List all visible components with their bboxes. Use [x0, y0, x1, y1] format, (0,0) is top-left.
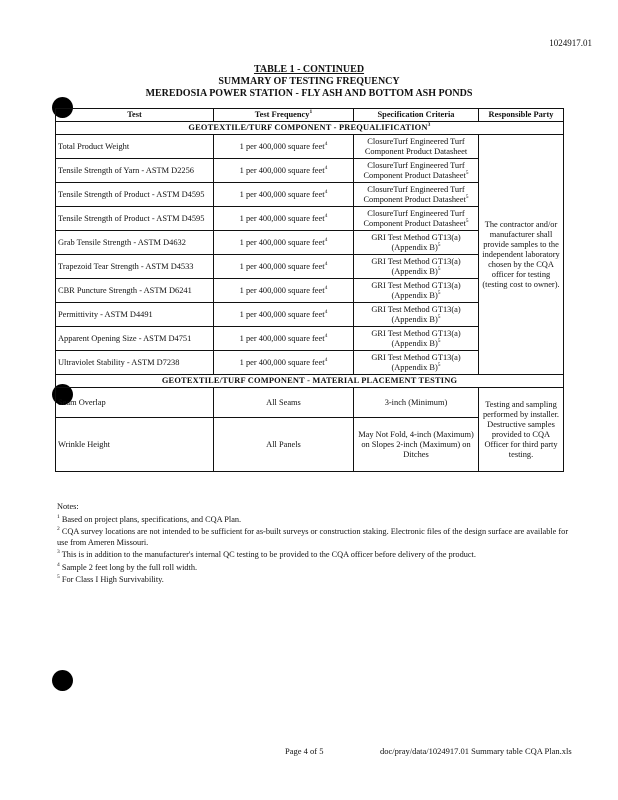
- frequency-cell: 1 per 400,000 square feet$^4$: [214, 327, 354, 351]
- criteria-cell: ClosureTurf Engineered Turf Component Product Datasheet$^5$: [354, 183, 479, 207]
- test-cell: Grab Tensile Strength - ASTM D4632: [56, 231, 214, 255]
- test-cell: Wrinkle Height: [56, 418, 214, 472]
- file-path: doc/pray/data/1024917.01 Summary table CQA Plan.xls: [380, 746, 572, 756]
- section-prequalification: GEOTEXTILE/TURF COMPONENT - PREQUALIFICATION$^3$: [56, 122, 564, 135]
- test-cell: Permittivity - ASTM D4491: [56, 303, 214, 327]
- frequency-cell: 1 per 400,000 square feet$^4$: [214, 279, 354, 303]
- test-cell: Ultraviolet Stability - ASTM D7238: [56, 351, 214, 375]
- notes-label: Notes:: [57, 502, 79, 511]
- frequency-cell: 1 per 400,000 square feet$^4$: [214, 351, 354, 375]
- criteria-cell: GRI Test Method GT13(a) (Appendix B)$^5$: [354, 279, 479, 303]
- note-item: $^2$ CQA survey locations are not intended to be sufficient for as-built surveys or construction staking. Electronic files of the design surface are available for use from Ameren Missouri.: [57, 526, 569, 547]
- responsible-party-cell: The contractor and/or manufacturer shall provide samples to the independent laboratory chosen by the CQA officer for testing (testing cost to owner).: [479, 135, 564, 375]
- criteria-cell: GRI Test Method GT13(a) (Appendix B)$^5$: [354, 231, 479, 255]
- test-cell: Tensile Strength of Product - ASTM D4595: [56, 183, 214, 207]
- punch-hole-3: [52, 670, 73, 691]
- table-site: MEREDOSIA POWER STATION - FLY ASH AND BOTTOM ASH PONDS: [145, 88, 473, 99]
- table-row: [56, 388, 564, 418]
- criteria-cell: ClosureTurf Engineered Turf Component Product Datasheet$^5$: [354, 207, 479, 231]
- table-subtitle: SUMMARY OF TESTING FREQUENCY: [218, 76, 400, 87]
- frequency-cell: 1 per 400,000 square feet$^4$: [214, 303, 354, 327]
- criteria-cell: 3-inch (Minimum): [354, 388, 479, 418]
- note-item: $^5$ For Class I High Survivability.: [57, 574, 164, 584]
- frequency-cell: 1 per 400,000 square feet$^4$: [214, 231, 354, 255]
- test-cell: Apparent Opening Size - ASTM D4751: [56, 327, 214, 351]
- criteria-cell: ClosureTurf Engineered Turf Component Product Datasheet: [354, 135, 479, 159]
- frequency-cell: All Panels: [214, 418, 354, 472]
- section-header-row: [56, 375, 564, 388]
- criteria-cell: May Not Fold, 4-inch (Maximum) on Slopes 2-inch (Maximum) on Ditches: [354, 418, 479, 472]
- frequency-cell: 1 per 400,000 square feet$^4$: [214, 183, 354, 207]
- criteria-cell: GRI Test Method GT13(a) (Appendix B)$^5$: [354, 303, 479, 327]
- frequency-cell: All Seams: [214, 388, 354, 418]
- test-cell: Tensile Strength of Yarn - ASTM D2256: [56, 159, 214, 183]
- test-cell: Seam Overlap: [56, 388, 214, 418]
- header-test: Test: [56, 109, 214, 122]
- page-number: Page 4 of 5: [285, 746, 324, 756]
- table-title-block: [0, 64, 618, 100]
- criteria-cell: GRI Test Method GT13(a) (Appendix B)$^5$: [354, 255, 479, 279]
- header-frequency: Test Frequency$^1$: [214, 109, 354, 122]
- criteria-cell: GRI Test Method GT13(a) (Appendix B)$^5$: [354, 327, 479, 351]
- testing-frequency-table: [55, 108, 564, 472]
- frequency-cell: 1 per 400,000 square feet$^4$: [214, 255, 354, 279]
- table-row: [56, 135, 564, 159]
- note-item: $^4$ Sample 2 feet long by the full roll width.: [57, 561, 198, 572]
- header-row: [56, 109, 564, 122]
- note-item: $^1$ Based on project plans, specifications, and CQA Plan.: [57, 513, 242, 524]
- frequency-cell: 1 per 400,000 square feet$^4$: [214, 207, 354, 231]
- header-party: Responsible Party: [479, 109, 564, 122]
- test-cell: CBR Puncture Strength - ASTM D6241: [56, 279, 214, 303]
- frequency-cell: 1 per 400,000 square feet$^4$: [214, 135, 354, 159]
- table-title: TABLE 1 - CONTINUED: [253, 64, 365, 75]
- notes-section: [57, 502, 577, 588]
- note-item: $^3$ This is in addition to the manufacturer's internal QC testing to be provided to the CQA officer before delivery of the product.: [57, 549, 476, 559]
- test-cell: Total Product Weight: [56, 135, 214, 159]
- document-number: 1024917.01: [549, 38, 592, 48]
- section-material-placement: GEOTEXTILE/TURF COMPONENT - MATERIAL PLACEMENT TESTING: [56, 375, 564, 388]
- section-header-row: [56, 122, 564, 135]
- test-cell: Trapezoid Tear Strength - ASTM D4533: [56, 255, 214, 279]
- frequency-cell: 1 per 400,000 square feet$^4$: [214, 159, 354, 183]
- test-cell: Tensile Strength of Product - ASTM D4595: [56, 207, 214, 231]
- criteria-cell: ClosureTurf Engineered Turf Component Product Datasheet$^5$: [354, 159, 479, 183]
- header-criteria: Specification Criteria: [354, 109, 479, 122]
- responsible-party-cell: Testing and sampling performed by installer. Destructive samples provided to CQA Officer for third party testing.: [479, 388, 564, 472]
- criteria-cell: GRI Test Method GT13(a) (Appendix B)$^5$: [354, 351, 479, 375]
